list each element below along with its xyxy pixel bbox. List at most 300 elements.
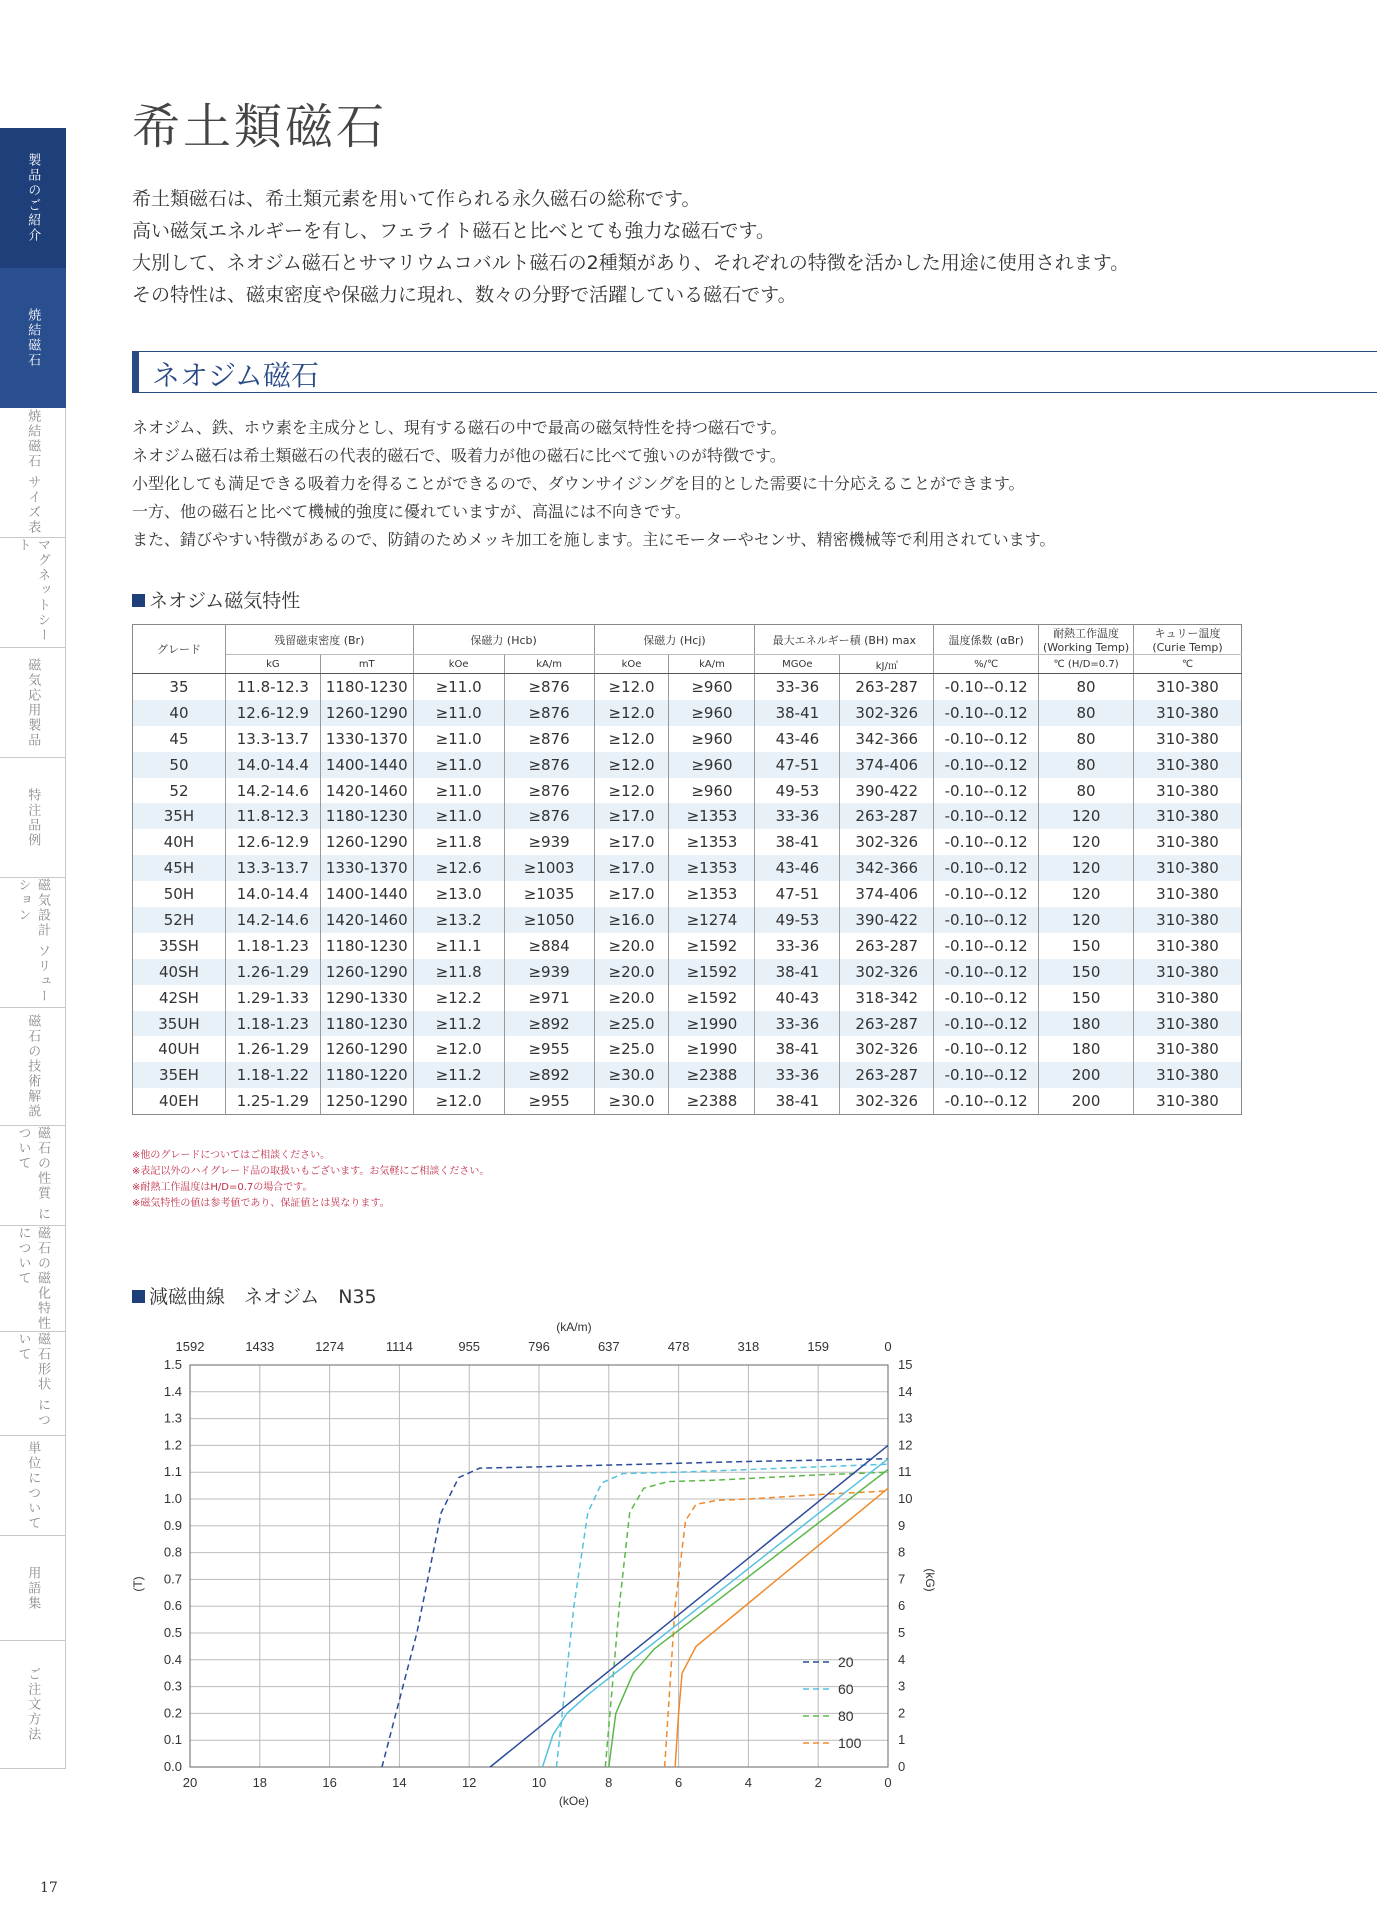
unit-header: ℃ [1134,655,1242,674]
grade-cell: 50H [133,881,226,907]
y2-tick-label: 15 [898,1357,913,1372]
value-cell: -0.10--0.12 [934,674,1039,700]
value-cell: 1.26-1.29 [225,959,320,985]
section-heading [132,351,1377,393]
value-cell: 310-380 [1156,1066,1219,1085]
value-cell: ≥12.0 [413,1036,504,1062]
y2-tick-label: 8 [898,1544,906,1560]
sidebar-item[interactable] [0,758,66,878]
value-cell: 38-41 [755,829,840,855]
value-cell: 1180-1230 [320,933,413,959]
value-cell: 120 [1039,855,1134,881]
demag-curve-100 [665,1491,888,1767]
grade-cell: 40UH [133,1036,226,1062]
value-cell: 302-326 [840,1088,934,1114]
y2-tick-label: 11 [898,1464,912,1480]
recoil-line-5 [542,1459,888,1767]
sidebar-item[interactable] [0,1226,66,1332]
value-cell: ≥11.0 [413,674,504,700]
value-cell: 1180-1230 [320,803,413,829]
value-cell: ≥11.8 [413,829,504,855]
y2-tick-label: 6 [898,1598,906,1614]
grade-cell: 35EH [133,1062,226,1088]
note-line: ※他のグレードについてはご相談ください。 [132,1150,331,1161]
value-cell: 1420-1460 [320,907,413,933]
value-cell: 80 [1039,752,1134,778]
value-cell: -0.10--0.12 [934,752,1039,778]
y-tick-label: 0.3 [163,1678,182,1694]
value-cell: 1.18-1.22 [225,1062,320,1088]
value-cell: -0.10--0.12 [934,778,1039,804]
y-tick-label: 1.3 [163,1410,182,1426]
grade-cell: 35SH [133,933,226,959]
unit-header: MGOe [755,655,840,674]
y-tick-label: 0.7 [163,1571,182,1587]
value-cell: 374-406 [840,752,934,778]
value-cell: 310-380 [1156,729,1219,748]
value-cell: -0.10--0.12 [934,933,1039,959]
grade-cell: 35H [133,803,226,829]
value-cell: ≥892 [504,1011,594,1037]
value-cell: 38-41 [755,1088,840,1114]
value-cell: 310-380 [1156,781,1219,800]
value-cell: 120 [1039,803,1134,829]
y-tick-label: 1.4 [163,1383,182,1399]
sidebar-item-label: 焼結磁石 [25,307,41,368]
grade-cell: 40SH [133,959,226,985]
sidebar-item[interactable] [0,1641,66,1769]
y2-tick-label: 9 [898,1517,906,1533]
table-row [133,959,1242,985]
y-tick-label: 0.8 [163,1544,182,1560]
value-cell: ≥884 [504,933,594,959]
sidebar-item-label: 特注品例 [25,787,41,848]
sidebar-item[interactable] [0,408,66,538]
value-cell: ≥20.0 [594,933,669,959]
value-cell: 318-342 [840,985,934,1011]
header-bhmax: 最大エネルギー積 (BH) max [755,625,934,655]
sidebar-item[interactable] [0,128,66,268]
value-cell: ≥30.0 [594,1062,669,1088]
value-cell: 374-406 [840,881,934,907]
value-cell: ≥1592 [669,959,755,985]
value-cell: 150 [1039,959,1134,985]
x-tick-label: 0 [884,1775,892,1790]
y-tick-label: 1.2 [163,1437,182,1453]
grade-cell: 45H [133,855,226,881]
header-working-temp-en: (Working Temp) [1042,641,1130,654]
value-cell: ≥12.0 [594,674,669,700]
value-cell: ≥11.2 [413,1011,504,1037]
value-cell: ≥1035 [504,881,594,907]
sidebar-item[interactable] [0,268,66,408]
value-cell: ≥17.0 [594,855,669,881]
value-cell: 263-287 [840,1062,934,1088]
grade-cell: 40 [133,700,226,726]
sidebar-item-label: 磁石の技術解説 [25,1014,41,1119]
value-cell: 1.18-1.23 [225,1011,320,1037]
value-cell: 40-43 [755,985,840,1011]
value-cell: 1260-1290 [320,1036,413,1062]
table-row [133,778,1242,804]
value-cell: ≥11.8 [413,959,504,985]
note-line: ※表記以外のハイグレード品の取扱いもございます。お気軽にご相談ください。 [132,1166,490,1177]
value-cell: 310-380 [1156,703,1219,722]
y2-tick-label: 10 [898,1491,913,1506]
sidebar-item[interactable] [0,878,66,1008]
sidebar-item-label: 製品のご紹介 [25,152,41,243]
value-cell: ≥1990 [669,1036,755,1062]
x-tick-label: 20 [182,1775,198,1790]
header-working-temp-jp: 耐熱工作温度 [1053,627,1120,640]
intro-line: 大別して、ネオジム磁石とサマリウムコバルト磁石の2種類があり、それぞれの特徴を活かした用途に使用されます。 [132,252,1130,274]
x2-tick-label: 1274 [315,1339,345,1354]
value-cell: ≥1353 [669,881,755,907]
x2-tick-label: 0 [884,1339,892,1354]
header-temp-coeff: 温度係数 (αBr) [934,625,1039,655]
y2-tick-label: 0 [898,1759,906,1774]
sidebar-item-label: ご注文方法 [25,1667,41,1742]
value-cell: 1260-1290 [320,700,413,726]
value-cell: 200 [1039,1062,1134,1088]
grade-cell: 35 [133,674,226,700]
heading-square-marker [132,594,145,607]
x-tick-label: 12 [461,1775,477,1790]
value-cell: ≥1050 [504,907,594,933]
value-cell: 310-380 [1156,859,1219,878]
y-tick-label: 0.6 [163,1598,182,1614]
unit-header: mT [320,655,413,674]
table-row [133,855,1242,881]
value-cell: -0.10--0.12 [934,985,1039,1011]
value-cell: 310-380 [1156,755,1219,774]
y2-tick-label: 14 [898,1383,913,1399]
header-hcb: 保磁力 (Hcb) [413,625,594,655]
sidebar-item-label: 焼結磁石 サイズ表 [25,409,41,536]
value-cell: ≥971 [504,985,594,1011]
value-cell: 302-326 [840,829,934,855]
description-line: 一方、他の磁石と比べて機械的強度に優れていますが、高温には不向きです。 [132,502,691,521]
value-cell: ≥11.0 [413,726,504,752]
value-cell: 310-380 [1156,910,1219,929]
value-cell: 302-326 [840,700,934,726]
value-cell: ≥1353 [669,829,755,855]
value-cell: 11.8-12.3 [225,674,320,700]
y2-axis-label: (kG) [923,1568,937,1592]
header-curie-temp [1134,625,1242,655]
value-cell: -0.10--0.12 [934,1036,1039,1062]
value-cell: 43-46 [755,855,840,881]
value-cell: 1420-1460 [320,778,413,804]
unit-header: kOe [594,655,669,674]
value-cell: ≥939 [504,959,594,985]
value-cell: ≥11.0 [413,778,504,804]
value-cell: 47-51 [755,881,840,907]
value-cell: 342-366 [840,855,934,881]
chart-heading [132,1282,377,1309]
x-tick-label: 10 [531,1775,547,1790]
value-cell: ≥939 [504,829,594,855]
value-cell: ≥17.0 [594,881,669,907]
description-line: ネオジム磁石は希土類磁石の代表的磁石で、吸着力が他の磁石に比べて強いのが特徴です。 [132,446,786,465]
value-cell: 49-53 [755,907,840,933]
value-cell: 263-287 [840,803,934,829]
y2-tick-label: 13 [898,1410,913,1426]
value-cell: 49-53 [755,778,840,804]
intro-line: 高い磁気エネルギーを有し、フェライト磁石と比べとても強力な磁石です。 [132,220,775,242]
value-cell: ≥2388 [669,1088,755,1114]
header-hcj: 保磁力 (Hcj) [594,625,755,655]
value-cell: 310-380 [1156,885,1219,904]
value-cell: 80 [1039,726,1134,752]
table-row [133,907,1242,933]
value-cell: -0.10--0.12 [934,1088,1039,1114]
value-cell: -0.10--0.12 [934,907,1039,933]
heading-square-marker [132,1290,145,1303]
value-cell: ≥876 [504,752,594,778]
table-row [133,700,1242,726]
grade-cell: 45 [133,726,226,752]
magnetic-properties-table [132,624,1242,1115]
value-cell: 1180-1230 [320,674,413,700]
value-cell: -0.10--0.12 [934,726,1039,752]
note-line: ※磁気特性の値は参考値であり、保証値とは異なります。 [132,1198,390,1209]
value-cell: 38-41 [755,700,840,726]
sidebar-item[interactable] [0,1332,66,1436]
value-cell: 43-46 [755,726,840,752]
table-row [133,881,1242,907]
y2-tick-label: 4 [898,1651,906,1667]
recoil-line-7 [675,1488,888,1767]
value-cell: ≥955 [504,1088,594,1114]
table-row [133,829,1242,855]
section-heading-bar [132,352,139,392]
table-row [133,985,1242,1011]
value-cell: 1.29-1.33 [225,985,320,1011]
value-cell: -0.10--0.12 [934,959,1039,985]
sidebar-item[interactable] [0,1536,66,1641]
y-tick-label: 0.5 [163,1625,182,1640]
value-cell: 390-422 [840,907,934,933]
value-cell: 33-36 [755,803,840,829]
sidebar-item[interactable] [0,1436,66,1536]
value-cell: ≥876 [504,726,594,752]
value-cell: 13.3-13.7 [225,855,320,881]
value-cell: ≥1592 [669,933,755,959]
value-cell: 1260-1290 [320,959,413,985]
value-cell: 150 [1039,985,1134,1011]
legend-label: 60 [838,1681,854,1697]
value-cell: ≥876 [504,803,594,829]
table-row [133,674,1242,700]
value-cell: 310-380 [1156,833,1219,852]
neodymium-description [132,414,1055,554]
x2-tick-label: 1114 [385,1339,413,1354]
value-cell: 342-366 [840,726,934,752]
unit-header: kG [225,655,320,674]
header-curie-temp-en: (Curie Temp) [1152,641,1223,654]
x2-axis-label: (kA/m) [556,1320,592,1334]
unit-header: kJ/㎥ [840,655,934,674]
value-cell: 14.0-14.4 [225,881,320,907]
value-cell: 1250-1290 [320,1088,413,1114]
value-cell: 310-380 [1156,962,1219,981]
x-axis-label: (kOe) [558,1794,589,1808]
value-cell: ≥17.0 [594,803,669,829]
value-cell: ≥1592 [669,985,755,1011]
value-cell: ≥30.0 [594,1088,669,1114]
description-line: また、錆びやすい特徴があるので、防錆のためメッキ加工を施します。主にモーターやセンサ、精密機械等で利用されています。 [132,530,1056,549]
y-tick-label: 0.4 [163,1651,182,1667]
value-cell: 12.6-12.9 [225,829,320,855]
y-tick-label: 0.1 [163,1732,182,1748]
y-axis-label: (T) [131,1576,145,1592]
sidebar-item-label: 磁気応用製品 [25,657,41,748]
table-row [133,1011,1242,1037]
y2-tick-label: 2 [898,1705,906,1721]
value-cell: 1.18-1.23 [225,933,320,959]
grade-cell: 42SH [133,985,226,1011]
y2-tick-label: 12 [898,1437,913,1453]
x-tick-label: 4 [744,1775,753,1790]
value-cell: -0.10--0.12 [934,881,1039,907]
page-title: 希土類磁石 [132,99,388,155]
value-cell: -0.10--0.12 [934,855,1039,881]
value-cell: ≥1353 [669,803,755,829]
value-cell: 80 [1039,674,1134,700]
value-cell: 33-36 [755,1011,840,1037]
value-cell: ≥892 [504,1062,594,1088]
value-cell: 33-36 [755,933,840,959]
value-cell: ≥12.0 [413,1088,504,1114]
unit-header: %/℃ [934,655,1039,674]
unit-header: kOe [413,655,504,674]
value-cell: 263-287 [840,674,934,700]
value-cell: ≥12.0 [594,726,669,752]
header-br: 残留磁束密度 (Br) [225,625,413,655]
grade-cell: 52 [133,778,226,804]
value-cell: 80 [1039,700,1134,726]
value-cell: 38-41 [755,959,840,985]
y2-tick-label: 5 [898,1625,906,1640]
value-cell: ≥11.0 [413,700,504,726]
table-heading [132,586,300,613]
value-cell: ≥25.0 [594,1011,669,1037]
value-cell: 38-41 [755,1036,840,1062]
value-cell: ≥12.0 [594,778,669,804]
demagnetization-chart [130,1315,950,1815]
value-cell: ≥876 [504,674,594,700]
sidebar-item[interactable] [0,648,66,758]
table-row [133,1036,1242,1062]
x-tick-label: 6 [674,1775,683,1790]
value-cell: 180 [1039,1036,1134,1062]
value-cell: 80 [1039,778,1134,804]
header-working-temp [1039,625,1134,655]
x-tick-label: 2 [814,1775,822,1790]
y2-tick-label: 1 [898,1732,906,1748]
value-cell: ≥11.0 [413,803,504,829]
value-cell: 390-422 [840,778,934,804]
x-tick-label: 14 [392,1775,407,1790]
value-cell: ≥20.0 [594,985,669,1011]
value-cell: 120 [1039,829,1134,855]
y-tick-label: 1.1 [163,1464,182,1480]
value-cell: 14.2-14.6 [225,778,320,804]
x-tick-label: 16 [322,1775,337,1790]
x2-tick-label: 796 [528,1339,550,1354]
value-cell: 13.3-13.7 [225,726,320,752]
description-line: 小型化しても満足できる吸着力を得ることができるので、ダウンサイジングを目的とした需要に十分応えることができます。 [132,474,1025,493]
sidebar-item-label: 用語集 [25,1565,41,1611]
intro-line: その特性は、磁束密度や保磁力に現れ、数々の分野で活躍している磁石です。 [132,284,797,306]
table-row [133,803,1242,829]
legend-label: 20 [838,1654,854,1670]
table-row [133,726,1242,752]
value-cell: ≥955 [504,1036,594,1062]
value-cell: 120 [1039,881,1134,907]
value-cell: 150 [1039,933,1134,959]
value-cell: 263-287 [840,933,934,959]
value-cell: 310-380 [1156,1014,1219,1033]
value-cell: ≥960 [669,752,755,778]
value-cell: ≥960 [669,700,755,726]
sidebar-item[interactable] [0,1008,66,1126]
y-tick-label: 0.2 [163,1705,182,1721]
value-cell: -0.10--0.12 [934,1011,1039,1037]
note-line: ※耐熱工作温度はH/D=0.7の場合です。 [132,1182,313,1193]
table-row [133,752,1242,778]
y-tick-label: 0.9 [163,1517,182,1533]
y-tick-label: 1.5 [163,1357,182,1372]
grade-cell: 52H [133,907,226,933]
sidebar-item-label: 磁石の磁化特性 について [15,1226,50,1331]
value-cell: 12.6-12.9 [225,700,320,726]
grade-cell: 40EH [133,1088,226,1114]
value-cell: 263-287 [840,1011,934,1037]
chart-title: 減磁曲線 ネオジム N35 [149,1286,377,1308]
value-cell: ≥13.2 [413,907,504,933]
value-cell: 120 [1039,907,1134,933]
value-cell: 33-36 [755,1062,840,1088]
value-cell: 1.26-1.29 [225,1036,320,1062]
value-cell: 310-380 [1156,1040,1219,1059]
sidebar-item[interactable] [0,1126,66,1226]
value-cell: 1330-1370 [320,726,413,752]
value-cell: 11.8-12.3 [225,803,320,829]
x2-tick-label: 1433 [245,1339,275,1354]
y2-tick-label: 7 [898,1571,906,1587]
sidebar-item-label: 磁石形状 について [15,1332,50,1429]
x-tick-label: 18 [252,1775,268,1790]
sidebar-item[interactable] [0,538,66,648]
value-cell: -0.10--0.12 [934,829,1039,855]
value-cell: 180 [1039,1011,1134,1037]
x2-tick-label: 637 [597,1339,620,1354]
value-cell: ≥960 [669,778,755,804]
value-cell: ≥16.0 [594,907,669,933]
value-cell: 200 [1039,1088,1134,1114]
table-row [133,933,1242,959]
value-cell: ≥11.1 [413,933,504,959]
value-cell: ≥1003 [504,855,594,881]
value-cell: 1400-1440 [320,752,413,778]
value-cell: 14.2-14.6 [225,907,320,933]
table-title: ネオジム磁気特性 [149,590,301,612]
value-cell: ≥960 [669,726,755,752]
x2-tick-label: 1592 [175,1339,205,1354]
value-cell: 14.0-14.4 [225,752,320,778]
